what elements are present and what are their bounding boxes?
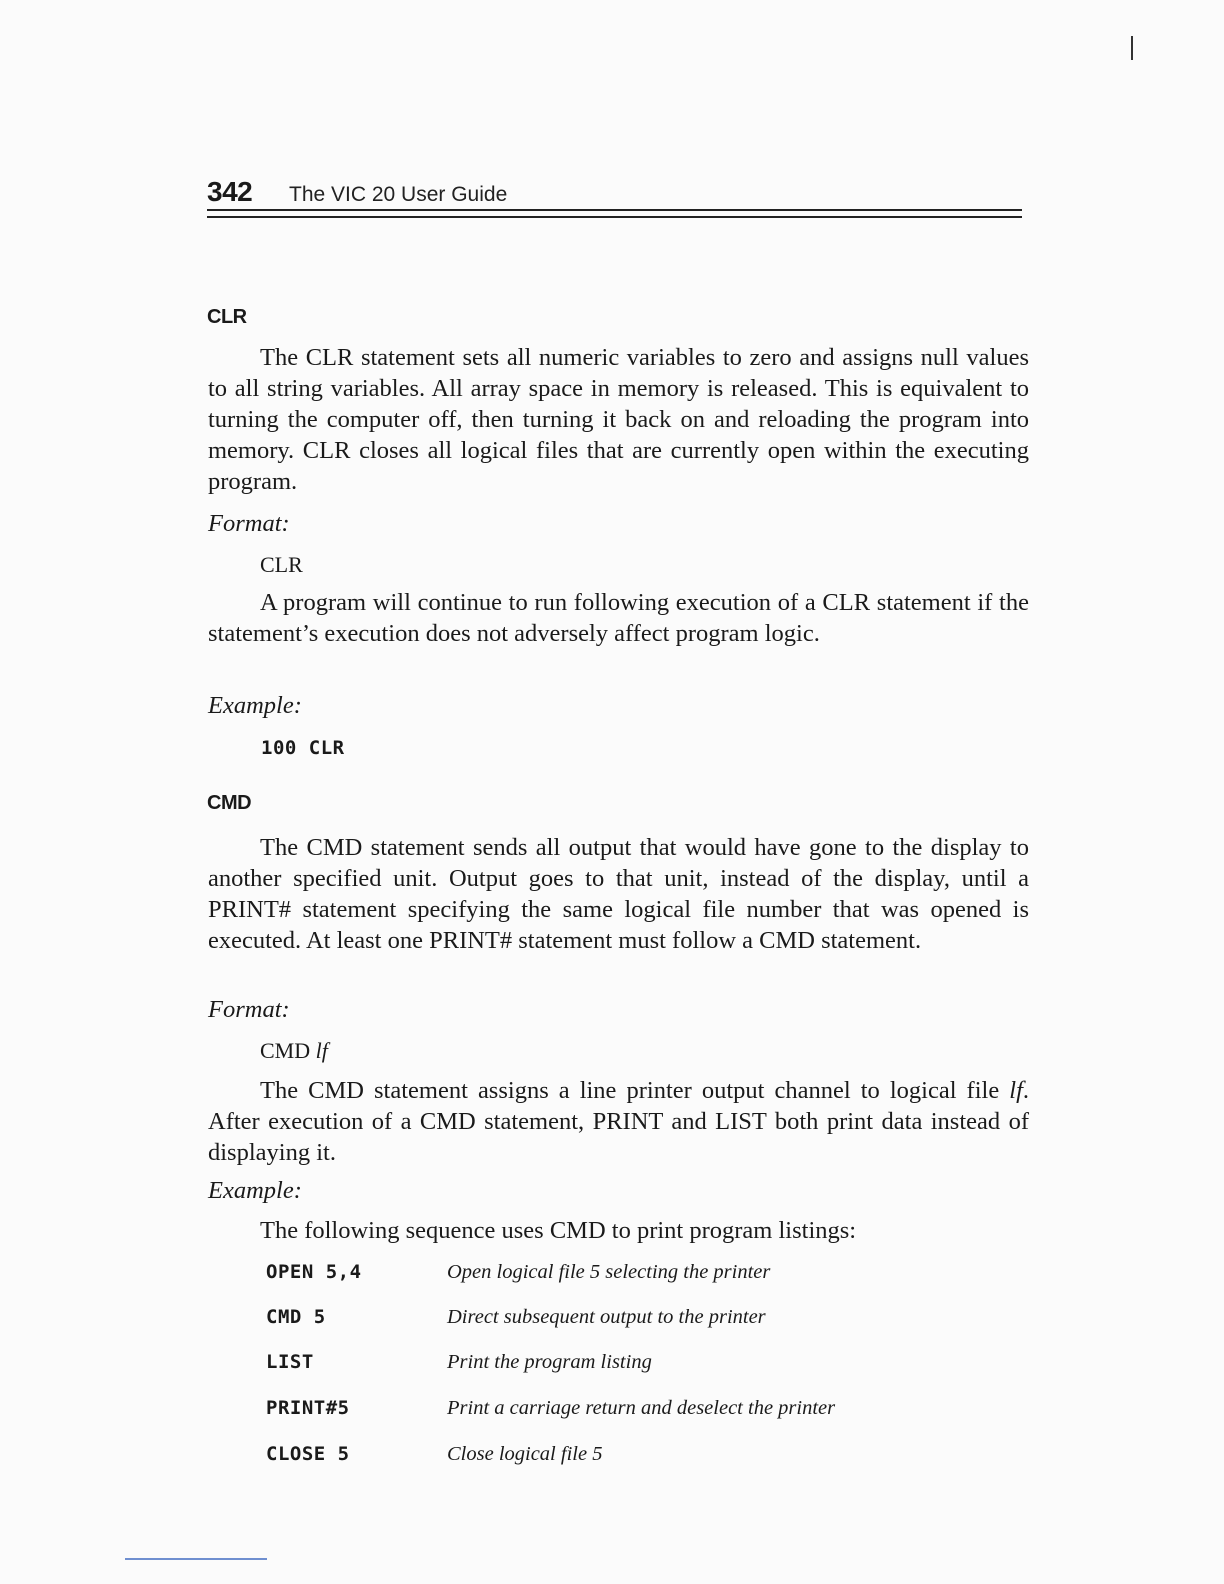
page-header xyxy=(207,176,1022,220)
clr-format-syntax: CLR xyxy=(260,552,303,577)
scan-edge-line xyxy=(125,1558,267,1560)
example-description: Close logical file 5 xyxy=(447,1443,603,1465)
cmd-format-label: Format: xyxy=(208,996,290,1023)
example-code: LIST xyxy=(266,1351,314,1373)
example-description: Print the program listing xyxy=(447,1351,652,1373)
cmd-note-end: . After execution of a CMD statement, PRINT and LIST both print data instead of displaying it. xyxy=(208,1077,1030,1166)
header-rule-top xyxy=(207,209,1022,211)
running-title: The VIC 20 User Guide xyxy=(289,183,508,206)
cmd-heading: CMD xyxy=(207,792,252,814)
example-code: CLOSE 5 xyxy=(266,1443,350,1465)
cmd-example-intro: The following sequence uses CMD to print program listings: xyxy=(260,1217,857,1244)
example-code: OPEN 5,4 xyxy=(266,1261,362,1283)
scan-margin-mark xyxy=(1131,36,1133,60)
cmd-format-syntax xyxy=(260,1038,328,1064)
clr-note: A program will continue to run following execution of a CLR statement if the statement’s execution does not adversely affect program logic. xyxy=(208,589,1029,647)
example-code: PRINT#5 xyxy=(266,1397,350,1419)
example-description: Direct subsequent output to the printer xyxy=(447,1306,766,1328)
clr-description: The CLR statement sets all numeric variables to zero and assigns null values to all string variables. All array space in memory is released. This is equivalent to turning the computer off, then turning it back on and reloading the program into memory. CLR closes all logical files that are currently open within the executing program. xyxy=(208,344,1029,495)
clr-heading: CLR xyxy=(207,306,247,328)
cmd-example-label: Example: xyxy=(208,1177,302,1204)
clr-format-label: Format: xyxy=(208,510,290,537)
header-rule-bottom xyxy=(207,216,1022,218)
example-code: CMD 5 xyxy=(266,1306,326,1328)
clr-example-code: 100 CLR xyxy=(261,737,345,759)
clr-example-label: Example: xyxy=(208,692,302,719)
example-row xyxy=(266,1397,966,1427)
example-description: Print a carriage return and deselect the printer xyxy=(447,1397,836,1419)
example-row xyxy=(266,1261,966,1291)
page-number: 342 xyxy=(207,176,253,207)
cmd-format-keyword: CMD xyxy=(260,1038,311,1063)
cmd-note-start: The CMD statement assigns a line printer output channel to logical file xyxy=(260,1077,1000,1104)
cmd-note-param: lf xyxy=(1009,1077,1023,1104)
cmd-description: The CMD statement sends all output that would have gone to the display to another specified unit. Output goes to that unit, instead of the display, until a PRINT# statement specifying the same logical file number that was opened is executed. At least one PRINT# statement must follow a CMD statement. xyxy=(208,834,1029,954)
example-description: Open logical file 5 selecting the printer xyxy=(447,1261,771,1283)
cmd-format-param: lf xyxy=(315,1038,328,1063)
cmd-note xyxy=(208,1075,1029,1168)
example-row xyxy=(266,1443,966,1473)
example-row xyxy=(266,1306,966,1336)
example-row xyxy=(266,1351,966,1381)
